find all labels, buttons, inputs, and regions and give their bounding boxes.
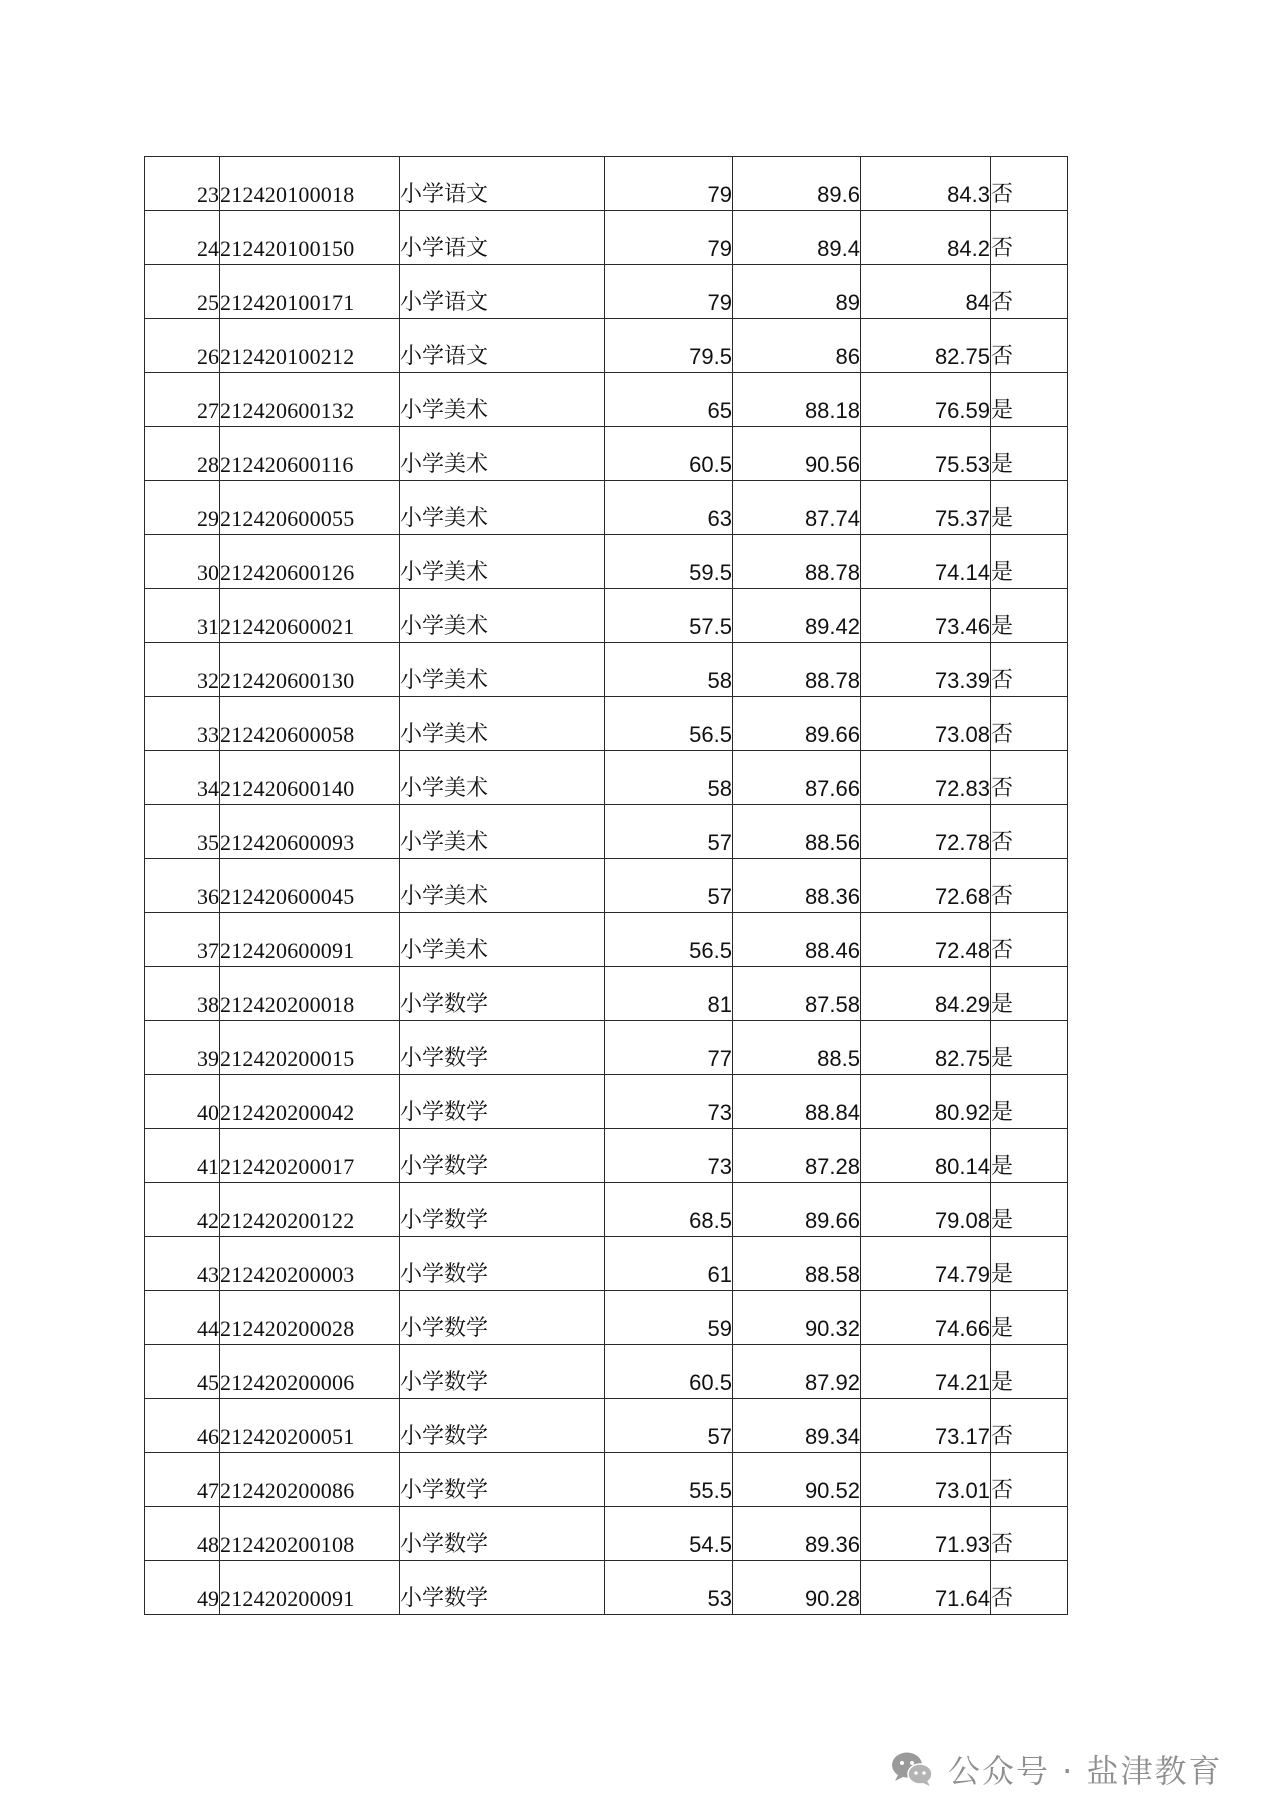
total-score-cell: 80.92 — [861, 1075, 991, 1129]
subject-cell: 小学数学 — [400, 1399, 605, 1453]
total-score-cell: 84.3 — [861, 157, 991, 211]
interview-score-cell: 88.78 — [733, 643, 861, 697]
interview-score-cell: 90.32 — [733, 1291, 861, 1345]
total-score-cell: 84.29 — [861, 967, 991, 1021]
qualified-flag-cell: 否 — [991, 265, 1068, 319]
table-row — [145, 373, 1068, 427]
interview-score-cell: 87.28 — [733, 1129, 861, 1183]
candidate-id-cell: 212420200003 — [220, 1237, 400, 1291]
written-score-cell: 59 — [605, 1291, 733, 1345]
qualified-flag-cell: 是 — [991, 1129, 1068, 1183]
written-score-cell: 73 — [605, 1075, 733, 1129]
candidate-id-cell: 212420100018 — [220, 157, 400, 211]
qualified-flag-cell: 是 — [991, 1237, 1068, 1291]
interview-score-cell: 89.6 — [733, 157, 861, 211]
row-index-cell: 32 — [145, 643, 220, 697]
written-score-cell: 63 — [605, 481, 733, 535]
qualified-flag-cell: 否 — [991, 805, 1068, 859]
table-row — [145, 751, 1068, 805]
subject-cell: 小学数学 — [400, 1237, 605, 1291]
qualified-flag-cell: 是 — [991, 1183, 1068, 1237]
total-score-cell: 71.93 — [861, 1507, 991, 1561]
subject-cell: 小学数学 — [400, 1291, 605, 1345]
candidate-id-cell: 212420200028 — [220, 1291, 400, 1345]
subject-cell: 小学美术 — [400, 751, 605, 805]
written-score-cell: 57 — [605, 805, 733, 859]
total-score-cell: 74.66 — [861, 1291, 991, 1345]
total-score-cell: 72.48 — [861, 913, 991, 967]
interview-score-cell: 88.84 — [733, 1075, 861, 1129]
candidate-id-cell: 212420600116 — [220, 427, 400, 481]
table-row — [145, 1291, 1068, 1345]
qualified-flag-cell: 否 — [991, 1453, 1068, 1507]
written-score-cell: 65 — [605, 373, 733, 427]
row-index-cell: 36 — [145, 859, 220, 913]
candidate-id-cell: 212420600055 — [220, 481, 400, 535]
written-score-cell: 58 — [605, 751, 733, 805]
written-score-cell: 73 — [605, 1129, 733, 1183]
total-score-cell: 82.75 — [861, 319, 991, 373]
table-row — [145, 1075, 1068, 1129]
total-score-cell: 72.78 — [861, 805, 991, 859]
interview-score-cell: 88.58 — [733, 1237, 861, 1291]
total-score-cell: 75.37 — [861, 481, 991, 535]
written-score-cell: 54.5 — [605, 1507, 733, 1561]
subject-cell: 小学美术 — [400, 589, 605, 643]
row-index-cell: 34 — [145, 751, 220, 805]
candidate-id-cell: 212420600058 — [220, 697, 400, 751]
interview-score-cell: 88.18 — [733, 373, 861, 427]
qualified-flag-cell: 是 — [991, 1075, 1068, 1129]
interview-score-cell: 90.52 — [733, 1453, 861, 1507]
candidate-id-cell: 212420200017 — [220, 1129, 400, 1183]
total-score-cell: 73.39 — [861, 643, 991, 697]
subject-cell: 小学语文 — [400, 157, 605, 211]
interview-score-cell: 88.36 — [733, 859, 861, 913]
score-table — [144, 156, 1068, 1615]
written-score-cell: 58 — [605, 643, 733, 697]
interview-score-cell: 89.4 — [733, 211, 861, 265]
candidate-id-cell: 212420200018 — [220, 967, 400, 1021]
subject-cell: 小学数学 — [400, 1507, 605, 1561]
total-score-cell: 73.17 — [861, 1399, 991, 1453]
qualified-flag-cell: 否 — [991, 913, 1068, 967]
table-row — [145, 913, 1068, 967]
total-score-cell: 75.53 — [861, 427, 991, 481]
total-score-cell: 74.21 — [861, 1345, 991, 1399]
written-score-cell: 60.5 — [605, 1345, 733, 1399]
interview-score-cell: 89.66 — [733, 697, 861, 751]
table-row — [145, 643, 1068, 697]
qualified-flag-cell: 是 — [991, 1291, 1068, 1345]
row-index-cell: 38 — [145, 967, 220, 1021]
subject-cell: 小学数学 — [400, 1021, 605, 1075]
qualified-flag-cell: 是 — [991, 1345, 1068, 1399]
candidate-id-cell: 212420600132 — [220, 373, 400, 427]
written-score-cell: 57 — [605, 859, 733, 913]
total-score-cell: 74.14 — [861, 535, 991, 589]
subject-cell: 小学数学 — [400, 1075, 605, 1129]
subject-cell: 小学数学 — [400, 1129, 605, 1183]
table-row — [145, 1345, 1068, 1399]
written-score-cell: 57 — [605, 1399, 733, 1453]
watermark — [890, 1745, 1223, 1793]
row-index-cell: 30 — [145, 535, 220, 589]
qualified-flag-cell: 是 — [991, 481, 1068, 535]
row-index-cell: 42 — [145, 1183, 220, 1237]
total-score-cell: 80.14 — [861, 1129, 991, 1183]
row-index-cell: 31 — [145, 589, 220, 643]
total-score-cell: 74.79 — [861, 1237, 991, 1291]
written-score-cell: 79 — [605, 211, 733, 265]
row-index-cell: 23 — [145, 157, 220, 211]
candidate-id-cell: 212420200051 — [220, 1399, 400, 1453]
subject-cell: 小学数学 — [400, 967, 605, 1021]
table-row — [145, 157, 1068, 211]
interview-score-cell: 89 — [733, 265, 861, 319]
row-index-cell: 27 — [145, 373, 220, 427]
qualified-flag-cell: 是 — [991, 427, 1068, 481]
qualified-flag-cell: 否 — [991, 157, 1068, 211]
row-index-cell: 43 — [145, 1237, 220, 1291]
table-row — [145, 319, 1068, 373]
subject-cell: 小学美术 — [400, 643, 605, 697]
qualified-flag-cell: 否 — [991, 211, 1068, 265]
candidate-id-cell: 212420200086 — [220, 1453, 400, 1507]
row-index-cell: 25 — [145, 265, 220, 319]
row-index-cell: 24 — [145, 211, 220, 265]
candidate-id-cell: 212420100212 — [220, 319, 400, 373]
interview-score-cell: 89.42 — [733, 589, 861, 643]
written-score-cell: 56.5 — [605, 697, 733, 751]
written-score-cell: 60.5 — [605, 427, 733, 481]
total-score-cell: 73.01 — [861, 1453, 991, 1507]
written-score-cell: 81 — [605, 967, 733, 1021]
written-score-cell: 59.5 — [605, 535, 733, 589]
qualified-flag-cell: 否 — [991, 1399, 1068, 1453]
interview-score-cell: 90.28 — [733, 1561, 861, 1615]
qualified-flag-cell: 是 — [991, 1021, 1068, 1075]
total-score-cell: 82.75 — [861, 1021, 991, 1075]
qualified-flag-cell: 否 — [991, 319, 1068, 373]
table-row — [145, 1183, 1068, 1237]
qualified-flag-cell: 否 — [991, 859, 1068, 913]
candidate-id-cell: 212420200122 — [220, 1183, 400, 1237]
row-index-cell: 41 — [145, 1129, 220, 1183]
qualified-flag-cell: 否 — [991, 751, 1068, 805]
candidate-id-cell: 212420200091 — [220, 1561, 400, 1615]
candidate-id-cell: 212420100150 — [220, 211, 400, 265]
written-score-cell: 79 — [605, 265, 733, 319]
interview-score-cell: 87.92 — [733, 1345, 861, 1399]
interview-score-cell: 89.34 — [733, 1399, 861, 1453]
written-score-cell: 57.5 — [605, 589, 733, 643]
subject-cell: 小学美术 — [400, 427, 605, 481]
interview-score-cell: 88.5 — [733, 1021, 861, 1075]
total-score-cell: 76.59 — [861, 373, 991, 427]
row-index-cell: 45 — [145, 1345, 220, 1399]
interview-score-cell: 87.66 — [733, 751, 861, 805]
subject-cell: 小学美术 — [400, 805, 605, 859]
candidate-id-cell: 212420600140 — [220, 751, 400, 805]
interview-score-cell: 90.56 — [733, 427, 861, 481]
qualified-flag-cell: 否 — [991, 643, 1068, 697]
total-score-cell: 84 — [861, 265, 991, 319]
subject-cell: 小学数学 — [400, 1453, 605, 1507]
row-index-cell: 33 — [145, 697, 220, 751]
qualified-flag-cell: 否 — [991, 1507, 1068, 1561]
subject-cell: 小学数学 — [400, 1561, 605, 1615]
written-score-cell: 79 — [605, 157, 733, 211]
candidate-id-cell: 212420200015 — [220, 1021, 400, 1075]
row-index-cell: 29 — [145, 481, 220, 535]
table-row — [145, 805, 1068, 859]
total-score-cell: 73.08 — [861, 697, 991, 751]
qualified-flag-cell: 是 — [991, 967, 1068, 1021]
subject-cell: 小学语文 — [400, 211, 605, 265]
candidate-id-cell: 212420200108 — [220, 1507, 400, 1561]
qualified-flag-cell: 是 — [991, 589, 1068, 643]
table-row — [145, 1129, 1068, 1183]
table-row — [145, 427, 1068, 481]
interview-score-cell: 88.78 — [733, 535, 861, 589]
table-row — [145, 265, 1068, 319]
qualified-flag-cell: 是 — [991, 535, 1068, 589]
table-row — [145, 1399, 1068, 1453]
wechat-icon — [890, 1750, 934, 1788]
written-score-cell: 55.5 — [605, 1453, 733, 1507]
row-index-cell: 28 — [145, 427, 220, 481]
total-score-cell: 72.83 — [861, 751, 991, 805]
row-index-cell: 26 — [145, 319, 220, 373]
subject-cell: 小学数学 — [400, 1345, 605, 1399]
score-table-body — [145, 157, 1068, 1615]
table-row — [145, 1237, 1068, 1291]
table-row — [145, 481, 1068, 535]
interview-score-cell: 87.58 — [733, 967, 861, 1021]
subject-cell: 小学语文 — [400, 265, 605, 319]
subject-cell: 小学美术 — [400, 481, 605, 535]
table-row — [145, 535, 1068, 589]
subject-cell: 小学数学 — [400, 1183, 605, 1237]
candidate-id-cell: 212420200042 — [220, 1075, 400, 1129]
subject-cell: 小学语文 — [400, 319, 605, 373]
table-row — [145, 1561, 1068, 1615]
total-score-cell: 79.08 — [861, 1183, 991, 1237]
watermark-text: 公众号 · 盐津教育 — [948, 1752, 1223, 1790]
candidate-id-cell: 212420600021 — [220, 589, 400, 643]
subject-cell: 小学美术 — [400, 697, 605, 751]
row-index-cell: 39 — [145, 1021, 220, 1075]
table-row — [145, 1453, 1068, 1507]
table-row — [145, 211, 1068, 265]
subject-cell: 小学美术 — [400, 913, 605, 967]
interview-score-cell: 87.74 — [733, 481, 861, 535]
written-score-cell: 56.5 — [605, 913, 733, 967]
table-row — [145, 859, 1068, 913]
candidate-id-cell: 212420600126 — [220, 535, 400, 589]
subject-cell: 小学美术 — [400, 535, 605, 589]
row-index-cell: 40 — [145, 1075, 220, 1129]
table-row — [145, 967, 1068, 1021]
subject-cell: 小学美术 — [400, 373, 605, 427]
candidate-id-cell: 212420600130 — [220, 643, 400, 697]
interview-score-cell: 88.56 — [733, 805, 861, 859]
qualified-flag-cell: 否 — [991, 1561, 1068, 1615]
total-score-cell: 71.64 — [861, 1561, 991, 1615]
total-score-cell: 84.2 — [861, 211, 991, 265]
candidate-id-cell: 212420600045 — [220, 859, 400, 913]
row-index-cell: 46 — [145, 1399, 220, 1453]
written-score-cell: 68.5 — [605, 1183, 733, 1237]
qualified-flag-cell: 是 — [991, 373, 1068, 427]
qualified-flag-cell: 否 — [991, 697, 1068, 751]
written-score-cell: 61 — [605, 1237, 733, 1291]
written-score-cell: 79.5 — [605, 319, 733, 373]
interview-score-cell: 89.66 — [733, 1183, 861, 1237]
written-score-cell: 53 — [605, 1561, 733, 1615]
table-row — [145, 697, 1068, 751]
row-index-cell: 37 — [145, 913, 220, 967]
candidate-id-cell: 212420600093 — [220, 805, 400, 859]
row-index-cell: 35 — [145, 805, 220, 859]
interview-score-cell: 88.46 — [733, 913, 861, 967]
table-row — [145, 589, 1068, 643]
interview-score-cell: 86 — [733, 319, 861, 373]
candidate-id-cell: 212420600091 — [220, 913, 400, 967]
row-index-cell: 49 — [145, 1561, 220, 1615]
total-score-cell: 72.68 — [861, 859, 991, 913]
row-index-cell: 47 — [145, 1453, 220, 1507]
candidate-id-cell: 212420200006 — [220, 1345, 400, 1399]
candidate-id-cell: 212420100171 — [220, 265, 400, 319]
total-score-cell: 73.46 — [861, 589, 991, 643]
subject-cell: 小学美术 — [400, 859, 605, 913]
row-index-cell: 48 — [145, 1507, 220, 1561]
row-index-cell: 44 — [145, 1291, 220, 1345]
table-row — [145, 1507, 1068, 1561]
interview-score-cell: 89.36 — [733, 1507, 861, 1561]
written-score-cell: 77 — [605, 1021, 733, 1075]
table-row — [145, 1021, 1068, 1075]
